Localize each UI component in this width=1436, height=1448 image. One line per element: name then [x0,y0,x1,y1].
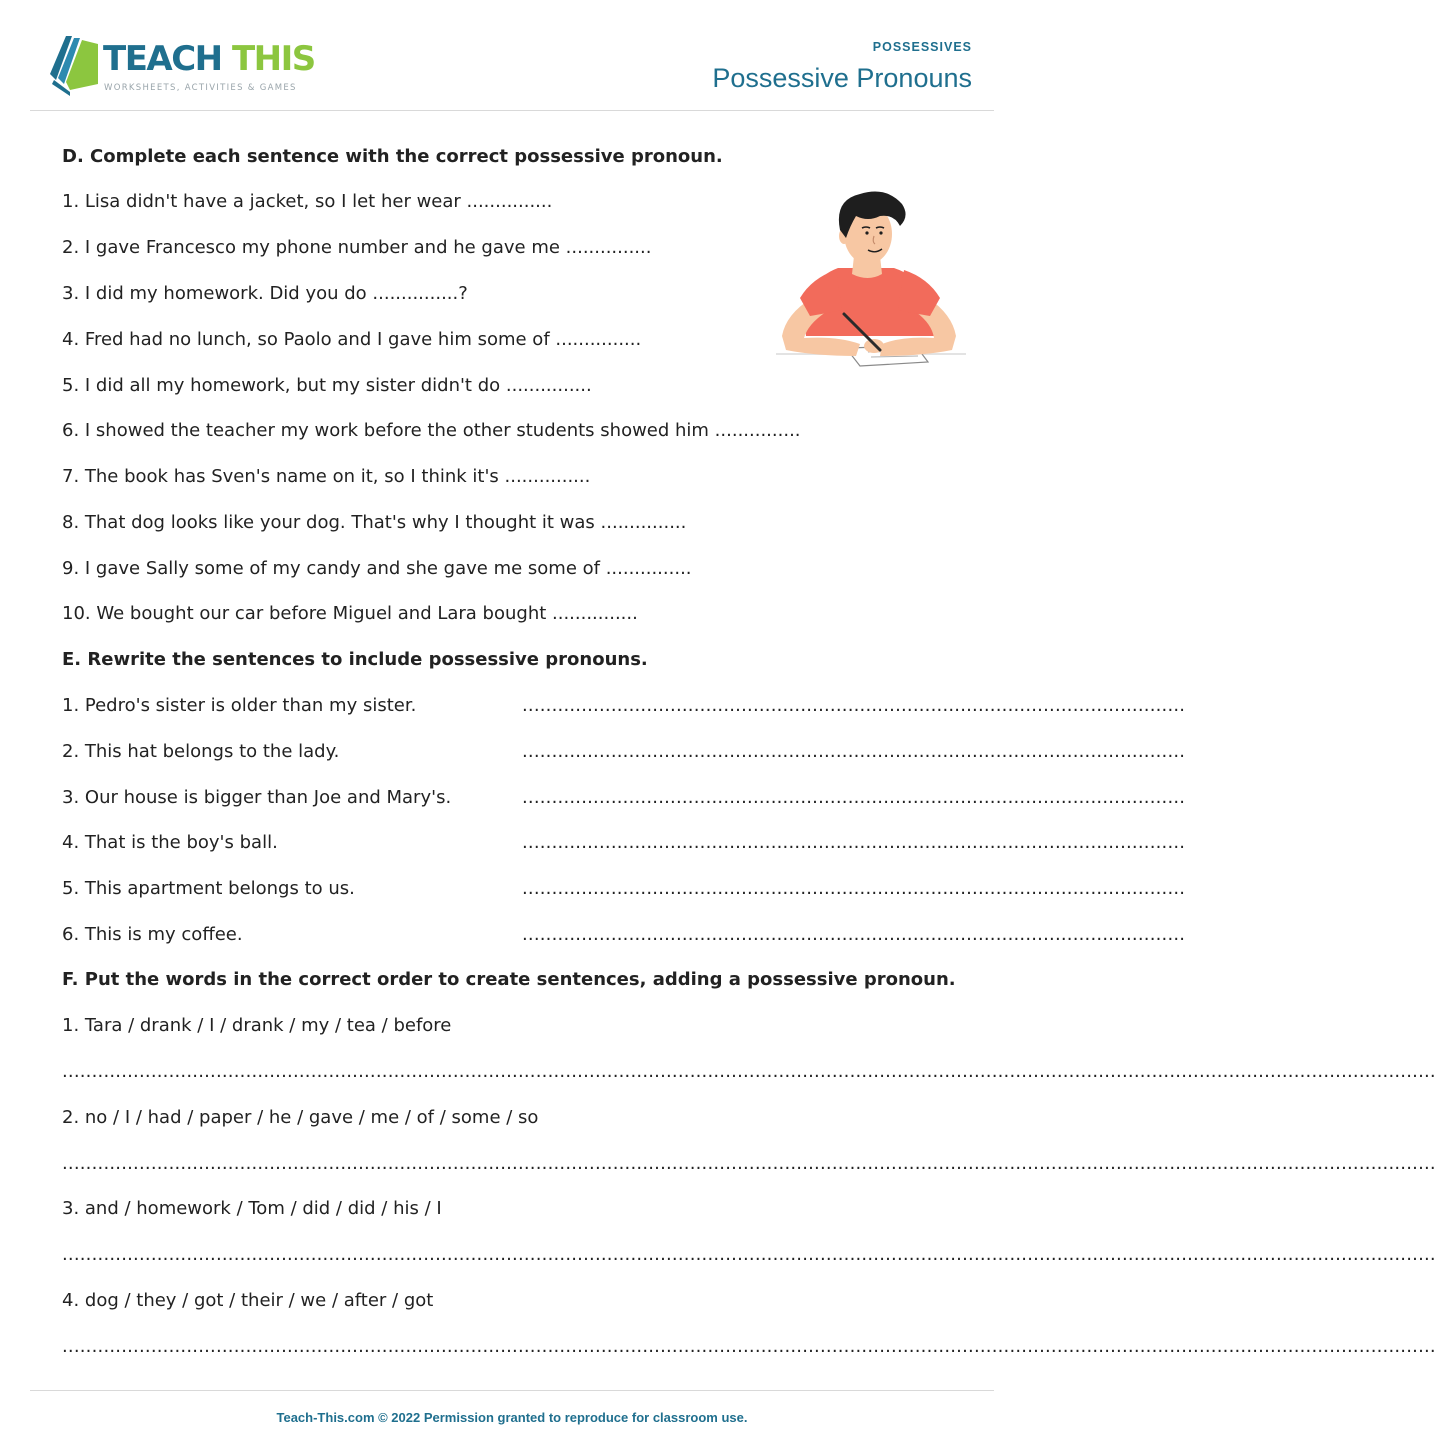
answer-line[interactable]: ................................................................................................................ [522,741,1186,762]
section-d-item: 9. I gave Sally some of my candy and she gave me some of ............... [62,558,692,579]
student-writing-illustration [776,186,966,376]
answer-line[interactable]: ........................................................................................................................................................................................................................................ [62,1061,1436,1082]
section-d-item: 3. I did my homework. Did you do ...............? [62,283,468,304]
page-title: Possessive Pronouns [712,63,972,93]
logo-wordmark: TEACH THIS [103,39,315,79]
category-label: POSSESSIVES [872,40,972,54]
answer-line[interactable]: ................................................................................................................ [522,787,1186,808]
answer-line[interactable]: ........................................................................................................................................................................................................................................ [62,1244,1436,1265]
section-f-item: 2. no / I / had / paper / he / gave / me / of / some / so [62,1107,539,1128]
section-e-item: 2. This hat belongs to the lady. [62,741,340,762]
section-d-item: 2. I gave Francesco my phone number and he gave me ............... [62,237,652,258]
section-d-item: 1. Lisa didn't have a jacket, so I let her wear ............... [62,191,553,212]
section-e-heading: E. Rewrite the sentences to include possessive pronouns. [62,649,648,670]
section-d-item: 4. Fred had no lunch, so Paolo and I gave him some of ............... [62,329,642,350]
section-d-item: 5. I did all my homework, but my sister didn't do ............... [62,375,592,396]
section-e-item: 4. That is the boy's ball. [62,832,278,853]
header-divider [30,110,994,111]
book-logo-icon [48,34,104,98]
section-e-item: 6. This is my coffee. [62,924,243,945]
section-f-item: 4. dog / they / got / their / we / after / got [62,1290,434,1311]
section-d-heading: D. Complete each sentence with the correct possessive pronoun. [62,146,723,167]
section-f-heading: F. Put the words in the correct order to create sentences, adding a possessive pronoun. [62,969,956,990]
footer-copyright: Teach-This.com © 2022 Permission granted to reproduce for classroom use. [276,1410,748,1425]
logo-tagline: WORKSHEETS, ACTIVITIES & GAMES [104,83,297,93]
section-e-item: 3. Our house is bigger than Joe and Mary's. [62,787,452,808]
section-e-item: 5. This apartment belongs to us. [62,878,355,899]
section-e-item: 1. Pedro's sister is older than my sister. [62,695,417,716]
answer-line[interactable]: ................................................................................................................ [522,924,1186,945]
answer-line[interactable]: ........................................................................................................................................................................................................................................ [62,1336,1436,1357]
section-d-item: 7. The book has Sven's name on it, so I think it's ............... [62,466,591,487]
footer-divider [30,1390,994,1391]
answer-line[interactable]: ................................................................................................................ [522,832,1186,853]
section-f-item: 3. and / homework / Tom / did / did / his / I [62,1198,442,1219]
page-header [0,0,1024,112]
section-d-item: 6. I showed the teacher my work before the other students showed him ............... [62,420,801,441]
answer-line[interactable]: ................................................................................................................ [522,878,1186,899]
answer-line[interactable]: ................................................................................................................ [522,695,1186,716]
teach-this-logo[interactable] [48,34,315,98]
section-d-item: 10. We bought our car before Miguel and Lara bought ............... [62,603,638,624]
section-f-item: 1. Tara / drank / I / drank / my / tea / before [62,1015,452,1036]
section-d-item: 8. That dog looks like your dog. That's why I thought it was ............... [62,512,687,533]
answer-line[interactable]: ........................................................................................................................................................................................................................................ [62,1153,1436,1174]
